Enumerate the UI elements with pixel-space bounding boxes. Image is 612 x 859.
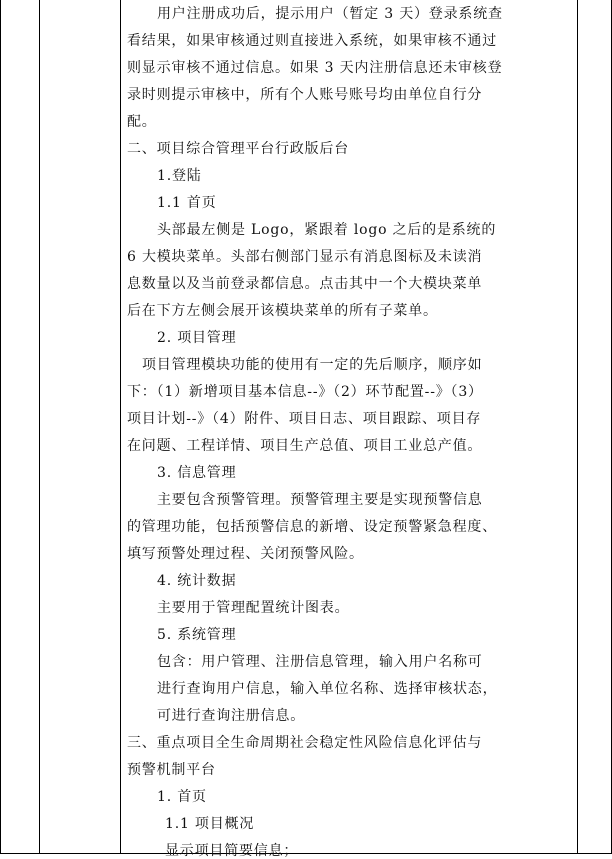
- text-line: 息数量以及当前登录都信息。点击其中一个大模块菜单: [127, 276, 483, 292]
- text-line: 包含：用户管理、注册信息管理，输入用户名称可: [157, 654, 483, 670]
- text-line: 后在下方左侧会展开该模块菜单的所有子菜单。: [127, 303, 438, 319]
- text-line: 二、项目综合管理平台行政版后台: [127, 141, 349, 157]
- text-line: 头部最左侧是 Logo，紧跟着 logo 之后的是系统的: [157, 222, 497, 238]
- text-line: 三、重点项目全生命周期社会稳定性风险信息化评估与: [127, 735, 483, 751]
- table-column-divider: [577, 0, 578, 854]
- text-line: 在问题、工程详情、项目生产总值、项目工业总产值。: [127, 438, 483, 454]
- text-line: 则显示审核不通过信息。如果 3 天内注册信息还未审核登: [127, 60, 503, 76]
- text-line: 进行查询用户信息，输入单位名称、选择审核状态，: [157, 681, 498, 697]
- text-line: 录时则提示审核中，所有个人账号账号均由单位自行分: [127, 87, 483, 103]
- text-line: 6 大模块菜单。头部右侧部门显示有消息图标及未读消: [127, 249, 483, 265]
- text-line: 主要包含预警管理。预警管理主要是实现预警信息: [157, 492, 483, 508]
- text-line: 配。: [127, 114, 157, 130]
- text-line: 1.1 项目概况: [165, 816, 255, 832]
- text-line: 4. 统计数据: [157, 573, 237, 589]
- text-line: 填写预警处理过程、关闭预警风险。: [127, 546, 364, 562]
- table-border-left: [0, 0, 1, 854]
- text-line: 2. 项目管理: [157, 330, 237, 346]
- text-line: 下：（1）新增项目基本信息--》（2）环节配置--》（3）: [127, 384, 483, 400]
- content-cell: [121, 0, 577, 859]
- text-line: 1.1 首页: [157, 195, 217, 211]
- text-line: 1.登陆: [157, 168, 202, 184]
- text-line: 可进行查询注册信息。: [157, 708, 305, 724]
- text-line: 看结果，如果审核通过则直接进入系统，如果审核不通过: [127, 33, 497, 49]
- text-line: 的管理功能，包括预警信息的新增、设定预警紧急程度、: [127, 519, 497, 535]
- text-line: 1. 首页: [157, 789, 207, 805]
- text-line: 5. 系统管理: [157, 627, 237, 643]
- text-line: 主要用于管理配置统计图表。: [157, 600, 350, 616]
- text-line: 用户注册成功后，提示用户（暂定 3 天）登录系统查: [157, 6, 503, 22]
- text-line: 项目管理模块功能的使用有一定的先后顺序，顺序如: [142, 357, 483, 373]
- text-line: 预警机制平台: [127, 762, 216, 778]
- text-line: 3. 信息管理: [157, 465, 237, 481]
- table-column-divider: [39, 0, 40, 854]
- text-line: 项目计划--》（4）附件、项目日志、项目跟踪、项目存: [127, 411, 482, 427]
- text-line: 显示项目简要信息；: [165, 843, 299, 859]
